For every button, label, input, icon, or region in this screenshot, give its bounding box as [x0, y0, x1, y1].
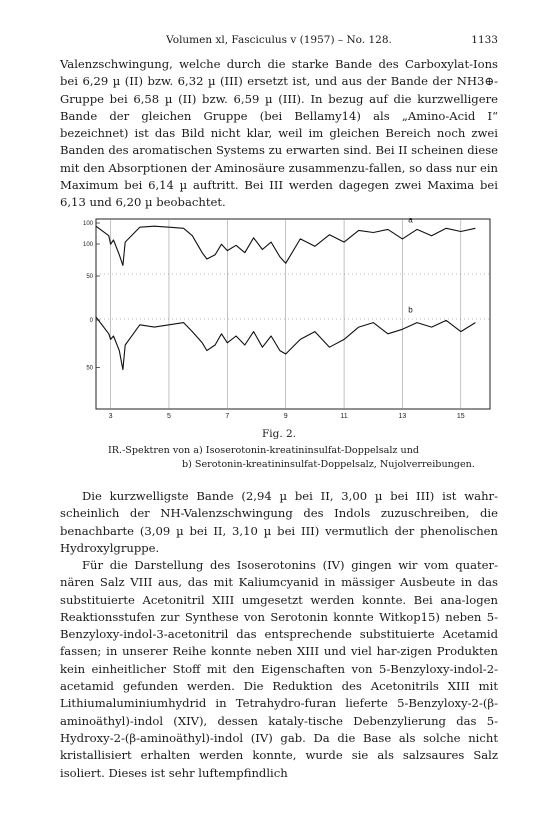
- figure-caption-line-2: b) Serotonin-kreatininsulfat-Doppelsalz, Nujolverreibungen.: [182, 459, 475, 470]
- x-tick-labels: [109, 413, 465, 420]
- page-number: 1133: [471, 34, 498, 46]
- x-tick-label: 5: [167, 413, 171, 420]
- y-tick-label: 50: [86, 274, 93, 280]
- running-title: Volumen xl, Fasciculus v (1957) – No. 128.: [166, 34, 392, 46]
- chart-frame: [96, 219, 490, 409]
- y-tick-label: 100: [82, 221, 93, 227]
- x-tick-label: 11: [340, 413, 348, 420]
- paragraph-3: Für die Darstellung des Isoserotonins (IV) gingen wir vom quater-nären Salz VIII aus, das mit Kaliumcyanid in mässiger Ausbeute in das substituierte Acetonitril XIII umgesetzt werden konnte. Bei ana-logen Reaktionsstufen zur Synthese von Serotonin konnte Witkop15) neben 5-Benzyloxy-indol-3-acetonitril das entsprechende substituierte Acetamid fassen; in unserer Reihe konnte neben XIII und viel har-zigen Produkten kein einheitlicher Stoff mit den Eigenschaften von 5-Benzyloxy-indol-2-acetamid gefunden werden. Die Reduktion des Acetonitrils XIII mit Lithiumaluminiumhydrid in Tetrahydro-furan lieferte 5-Benzyloxy-2-(β-aminoäthyl)-indol (XIV), dessen kataly-tische Debenzylierung das 5-Hydroxy-2-(β-aminoäthyl)-indol (IV) gab. Da die Base als solche nicht kristallisiert erhalten werden konnte, wurde sie als salzsaures Salz isoliert. Dieses ist sehr luftempfindlich: [60, 558, 498, 780]
- series-label-a: a: [408, 215, 413, 225]
- x-tick-label: 7: [225, 413, 230, 420]
- figure-label: Fig. 2.: [261, 428, 297, 440]
- figure-caption-line-1: IR.-Spektren von a) Isoserotonin-kreatininsulfat-Doppelsalz und: [108, 445, 420, 456]
- series-label-b: b: [408, 305, 413, 315]
- x-tick-label: 9: [283, 413, 288, 420]
- y-tick-label: 50: [86, 365, 93, 372]
- x-tick-label: 15: [456, 413, 465, 420]
- running-header: [60, 34, 498, 50]
- paragraph-2: Die kurzwelligste Bande (2,94 µ bei II, 3,00 µ bei III) ist wahr-scheinlich der NH-Valenzschwingung des Indols zuzuschreiben, die benachbarte (3,09 µ bei II, 3,10 µ bei III) vermutlich der phenolischen Hydroxylgruppe.: [60, 489, 498, 555]
- x-tick-label: 3: [108, 413, 113, 420]
- figure-caption: [108, 444, 508, 472]
- y-tick-label: 100: [82, 242, 93, 248]
- y-tick-labels: [83, 221, 100, 371]
- y-tick-label: 0: [89, 318, 93, 324]
- paragraph-1: Valenzschwingung, welche durch die starke Bande des Carboxylat-Ions bei 6,29 µ (II) bzw. 6,32 µ (III) ersetzt ist, und aus der Bande der NH3⊕-Gruppe bei 6,58 µ (II) bzw. 6,59 µ (III). In bezug auf die kurzwelligere Bande der gleichen Gruppe (bei Bellamy14) als „Amino-Acid I“ bezeichnet) ist das Bild nicht klar, weil im gleichen Bereich noch zwei Banden des aromatischen Systems zu erwarten sind. Bei II scheinen diese mit den Absorptionen der Aminosäure zusammenzu-fallen, so dass nur ein Maximum bei 6,14 µ auftritt. Bei III werden dagegen zwei Maxima bei 6,13 und 6,20 µ beobachtet.: [60, 57, 498, 210]
- chart-gridlines: [96, 219, 490, 409]
- ir-spectra-chart: [82, 214, 502, 420]
- x-tick-label: 13: [398, 413, 407, 420]
